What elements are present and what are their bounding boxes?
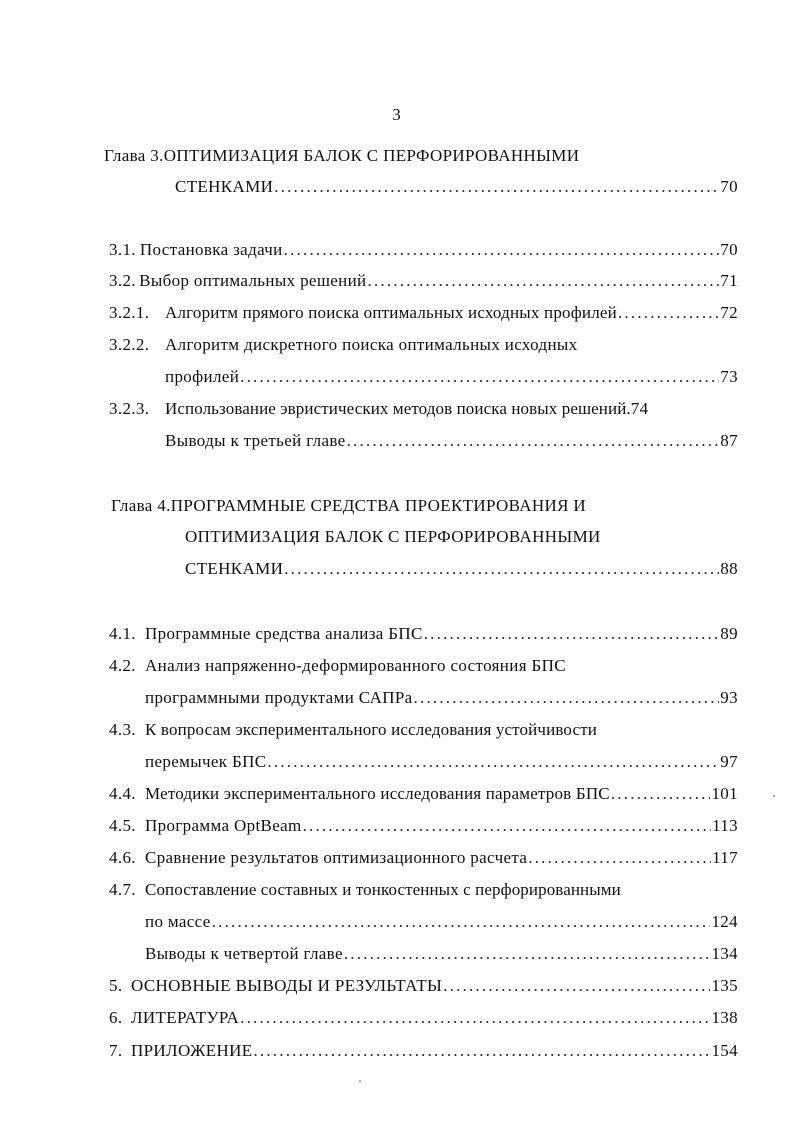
chapter4-prefix: Глава 4.	[111, 496, 171, 515]
section-page: 135	[711, 976, 738, 995]
section-title: Выводы к четвертой главе	[145, 944, 343, 963]
section-page: 87	[720, 431, 738, 450]
section-number: 3.2.1.	[109, 303, 150, 322]
leader-dots	[240, 1007, 710, 1029]
toc-entry-3-2-3	[109, 398, 738, 420]
section-title: Сравнение результатов оптимизационного расчета	[145, 848, 528, 867]
leader-dots	[414, 687, 720, 709]
toc-entry-4-1	[109, 623, 738, 645]
toc-entry-3-2-1	[109, 302, 738, 324]
section-title-line1: Алгоритм дискретного поиска оптимальных исходных	[165, 335, 578, 354]
toc-entry-4-4	[109, 783, 738, 805]
section-title: Выбор оптимальных решений	[139, 271, 367, 290]
section-title-line2: профилей	[165, 367, 240, 386]
scan-speck	[773, 795, 775, 797]
toc-entry-3-2-2	[109, 334, 578, 356]
section-number: 7.	[109, 1041, 123, 1060]
section-page: 97	[720, 752, 738, 771]
toc-entry-3-1	[109, 239, 738, 261]
section-number: 4.3.	[109, 720, 136, 739]
toc-entry-7	[109, 1040, 738, 1062]
section-number: 4.6.	[109, 848, 136, 867]
toc-entry-chapter3	[175, 176, 738, 198]
toc-entry-4-5	[109, 815, 738, 837]
section-page: 71	[720, 271, 738, 290]
leader-dots	[618, 302, 719, 324]
chapter4-title-line2: ОПТИМИЗАЦИЯ БАЛОК С ПЕРФОРИРОВАННЫМИ	[185, 527, 601, 546]
toc-entry-chapter4-conclusions	[145, 943, 738, 965]
section-title: Алгоритм прямого поиска оптимальных исходных профилей	[165, 303, 617, 322]
toc-entry-chapter4	[185, 558, 738, 580]
section-number: 3.1.	[109, 240, 136, 259]
section-page: 154	[711, 1041, 738, 1060]
section-title-line1: Сопоставление составных и тонкостенных с перфорированными	[145, 880, 621, 899]
section-page: 101	[711, 784, 738, 803]
leader-dots	[347, 430, 720, 452]
toc-entry-4-3	[109, 719, 597, 741]
section-page: 89	[720, 624, 738, 643]
section-title-line2: перемычек БПС	[145, 752, 267, 771]
section-page: 72	[720, 303, 738, 322]
leader-dots	[344, 943, 711, 965]
leader-dots	[303, 815, 711, 837]
scan-speck	[359, 1080, 361, 1082]
toc-entry-4-6	[109, 847, 738, 869]
section-number: 3.2.2.	[109, 335, 150, 354]
toc-entry-3-2	[109, 270, 738, 292]
toc-entry-3-2-2-cont	[165, 366, 738, 388]
leader-dots	[528, 847, 711, 869]
chapter4-title-line3: СТЕНКАМИ	[185, 559, 284, 578]
section-page: 134	[711, 944, 738, 963]
toc-entry-5	[109, 975, 738, 997]
leader-dots	[240, 366, 719, 388]
leader-dots	[611, 783, 711, 805]
section-title: ОСНОВНЫЕ ВЫВОДЫ И РЕЗУЛЬТАТЫ	[131, 976, 443, 995]
leader-dots	[253, 1040, 710, 1062]
chapter3-heading	[104, 145, 579, 167]
section-title: ПРИЛОЖЕНИЕ	[131, 1041, 253, 1060]
leader-dots	[443, 975, 710, 997]
section-number: 4.5.	[109, 816, 136, 835]
section-title: Выводы к третьей главе	[165, 431, 346, 450]
section-page: 124	[711, 912, 738, 931]
page-number: 3	[392, 105, 401, 124]
section-number: 3.2.	[109, 271, 136, 290]
leader-dots	[212, 911, 711, 933]
chapter4-page: 88	[720, 559, 738, 578]
section-number: 4.7.	[109, 880, 136, 899]
section-number: 4.2.	[109, 656, 136, 675]
section-page: 138	[711, 1008, 738, 1027]
toc-entry-chapter3-conclusions	[165, 430, 738, 452]
toc-entry-6	[109, 1007, 738, 1029]
section-number: 4.4.	[109, 784, 136, 803]
leader-dots	[284, 239, 720, 261]
leader-dots	[284, 558, 719, 580]
toc-entry-4-7-cont	[145, 911, 738, 933]
section-title: Постановка задачи	[139, 240, 283, 259]
section-title: Программные средства анализа БПС	[145, 624, 423, 643]
section-title-line1: К вопросам экспериментального исследования устойчивости	[145, 720, 598, 739]
chapter3-title-line1: ОПТИМИЗАЦИЯ БАЛОК С ПЕРФОРИРОВАННЫМИ	[163, 146, 580, 165]
chapter4-title-line1: ПРОГРАММНЫЕ СРЕДСТВА ПРОЕКТИРОВАНИЯ И	[170, 496, 587, 515]
section-title-line2: по массе	[145, 912, 211, 931]
section-number: 6.	[109, 1008, 123, 1027]
leader-dots	[368, 270, 720, 292]
section-page: 93	[720, 688, 738, 707]
chapter3-prefix: Глава 3.	[104, 146, 164, 165]
section-title-line2: программными продуктами САПРа	[145, 688, 413, 707]
section-title: Использование эвристических методов поиска новых решений.	[165, 399, 631, 418]
section-number: 3.2.3.	[109, 399, 150, 418]
leader-dots	[274, 176, 719, 198]
section-title-line1: Анализ напряженно-деформированного состояния БПС	[145, 656, 566, 675]
chapter4-heading-line2	[185, 526, 601, 548]
toc-entry-4-3-cont	[145, 751, 738, 773]
section-page: 74	[630, 399, 649, 418]
section-page: 73	[720, 367, 738, 386]
chapter3-title-line2: СТЕНКАМИ	[175, 177, 274, 196]
section-page: 113	[712, 816, 738, 835]
section-number: 5.	[109, 976, 123, 995]
section-title: Программа OptBeam	[145, 816, 302, 835]
leader-dots	[267, 751, 719, 773]
section-number: 4.1.	[109, 624, 136, 643]
toc-entry-4-2	[109, 655, 566, 677]
chapter4-heading	[111, 495, 586, 517]
section-title: Методики экспериментального исследования параметров БПС	[145, 784, 610, 803]
chapter3-page: 70	[720, 177, 738, 196]
section-page: 70	[720, 240, 738, 259]
section-page: 117	[712, 848, 738, 867]
section-title: ЛИТЕРАТУРА	[131, 1008, 240, 1027]
leader-dots	[424, 623, 720, 645]
toc-entry-4-2-cont	[145, 687, 738, 709]
toc-entry-4-7	[109, 879, 621, 901]
